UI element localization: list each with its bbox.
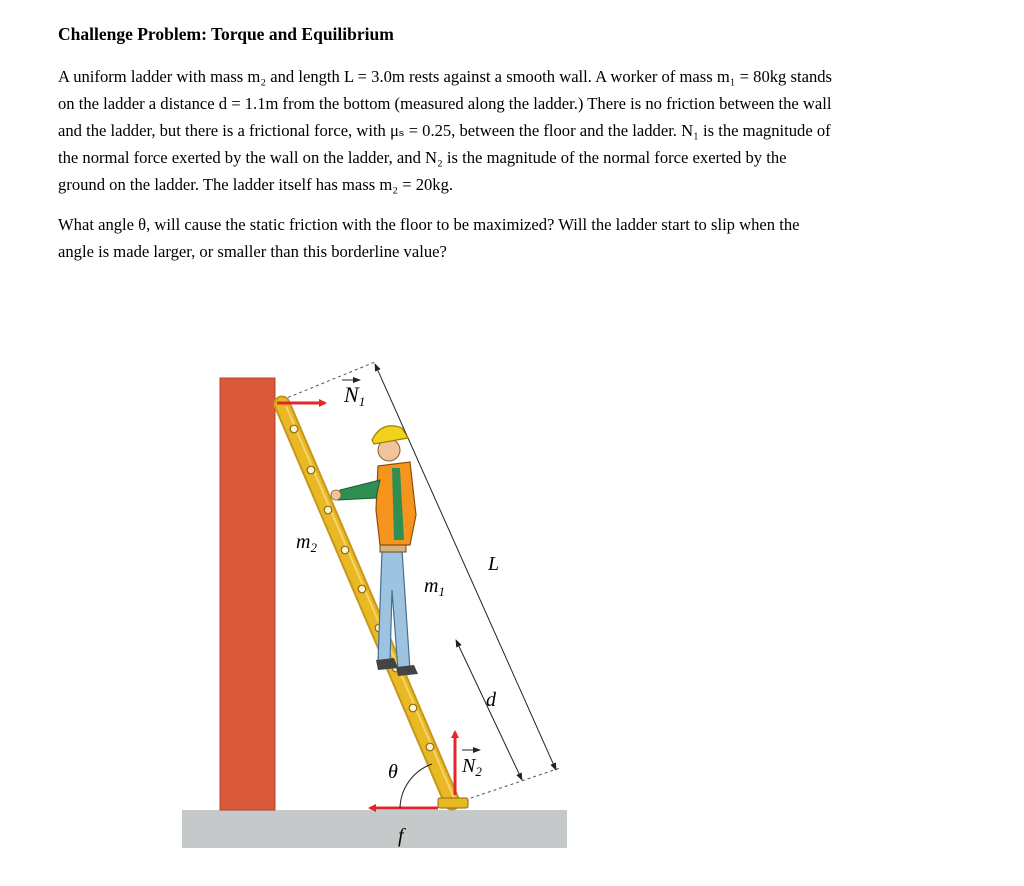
theta-arc [400,764,432,808]
paragraph-1-line: the normal force exerted by the wall on the ladder, and N₂ is the magnitude of the normal force exerted by the [58,148,787,167]
friction-label: f [398,825,404,847]
problem-question [58,211,988,265]
ladder [282,404,468,808]
theta-label: θ [388,761,398,783]
ladder-figure [170,340,590,860]
n1-label: N1 [344,382,366,409]
m2-label: $m_2$ [296,531,317,555]
question-line: angle is made larger, or smaller than this borderline value? [58,242,447,261]
paragraph-1-line: on the ladder a distance d = 1.1m from the bottom (measured along the ladder.) There is no friction between the wall [58,94,832,113]
n2-label: $N_2$ [462,755,482,779]
question-line: What angle θ, will cause the static friction with the floor to be maximized? Will the ladder start to slip when the [58,215,800,234]
problem-title: Challenge Problem: Torque and Equilibrium [58,24,394,44]
paragraph-1-line: and the ladder, but there is a frictional force, with μₛ = 0.25, between the floor and the ladder. N₁ is the magnitude of [58,121,831,140]
length-label: L [488,553,500,575]
paragraph-1-line: ground on the ladder. The ladder itself has mass m₂ = 20kg. [58,175,454,194]
floor [182,810,567,848]
wall [220,378,275,810]
paragraph-1-line: A uniform ladder with mass m₂ and length L = 3.0m rests against a smooth wall. A worker of mass m₁ = 80kg stands [58,67,832,86]
problem-paragraph-1 [58,63,988,198]
distance-label: d [486,689,496,711]
document [58,24,988,278]
m1-label: $m_1$ [424,575,445,599]
